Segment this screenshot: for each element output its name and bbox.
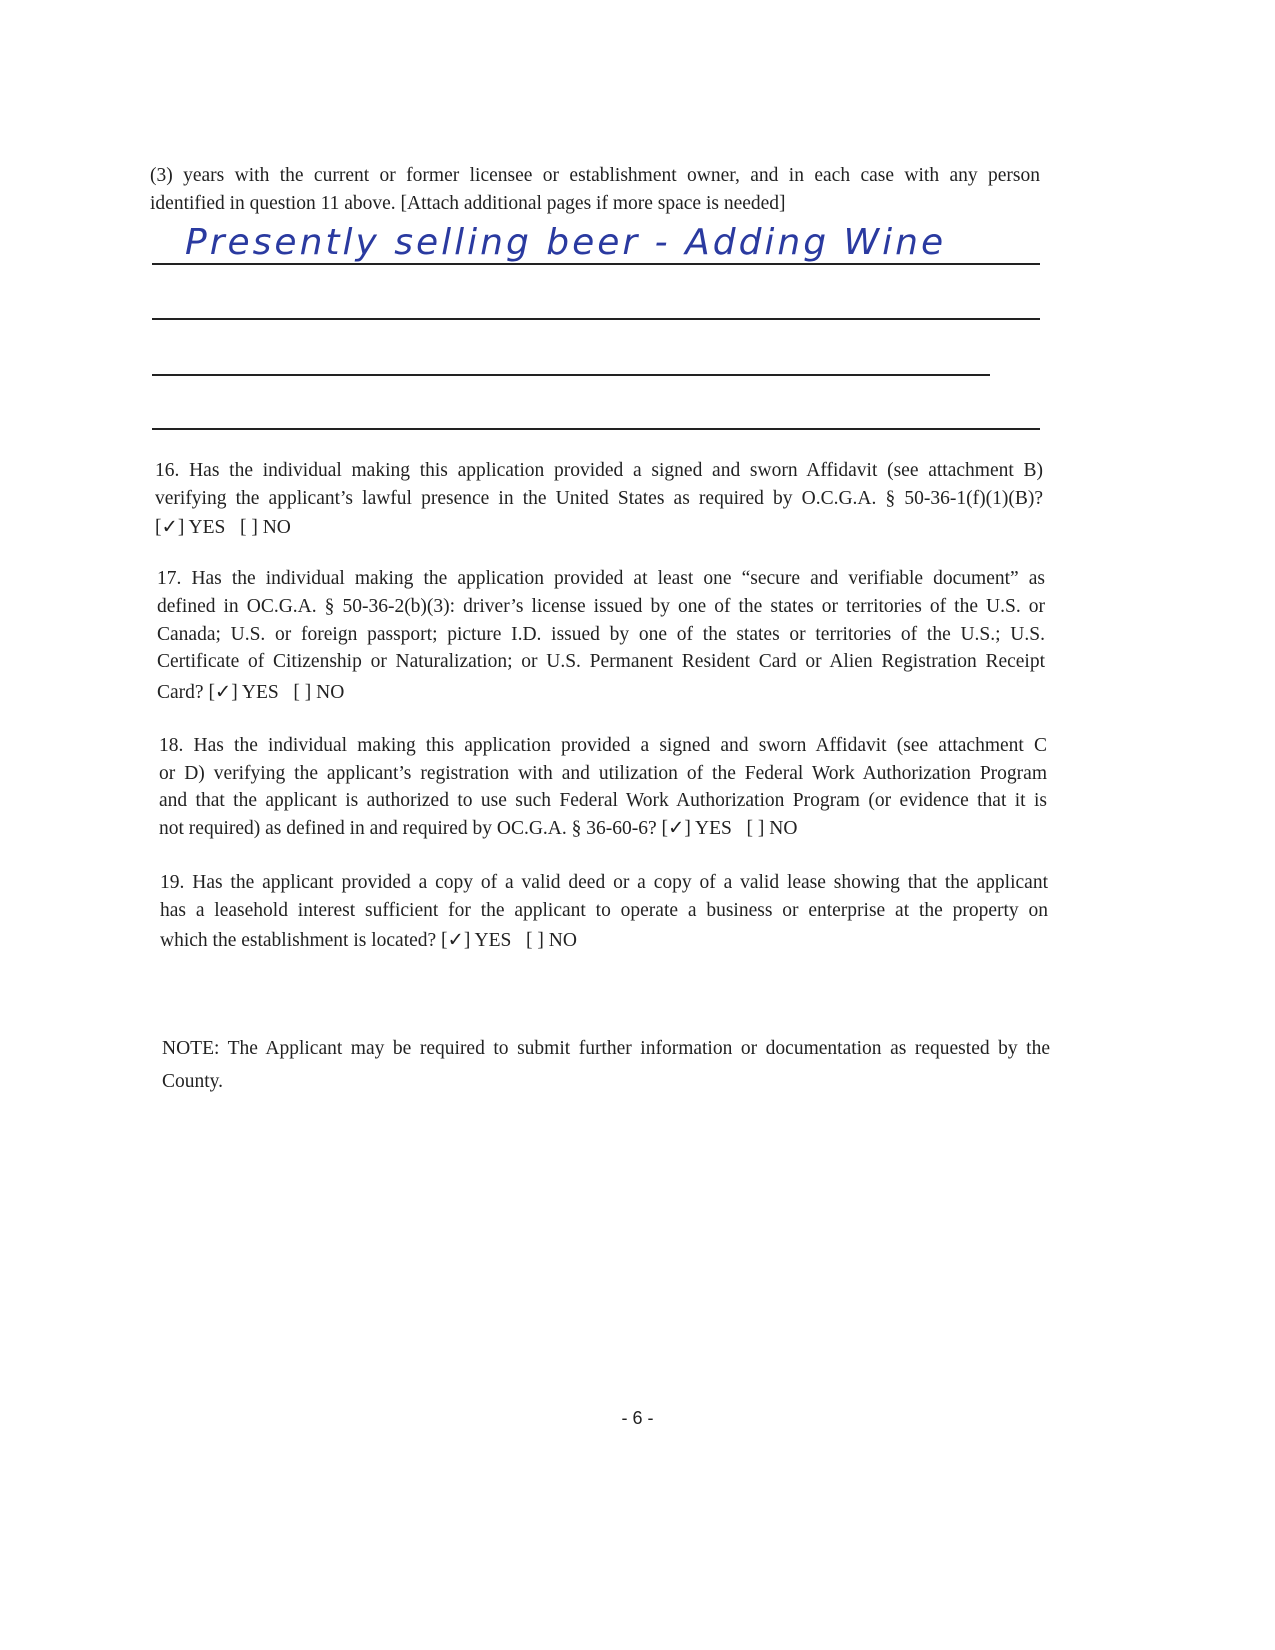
handwritten-answer: Presently selling beer - Adding Wine	[185, 222, 947, 263]
yes-checkbox[interactable]: [✓]	[155, 517, 185, 538]
no-label: NO	[316, 682, 345, 703]
answer-prefix: which the establishment is located?	[160, 930, 437, 951]
question-line: 18. Has the individual making this application provided a signed and sworn Affidavit (see attachment C	[159, 735, 1047, 756]
question-line: defined in OC.G.A. § 50-36-2(b)(3): driver’s license issued by one of the states or territories of the U.S. or	[157, 596, 1045, 617]
no-label: NO	[769, 818, 798, 839]
answer-prefix: not required) as defined in and required by OC.G.A. § 36-60-6?	[159, 818, 657, 839]
intro-line: identified in question 11 above. [Attach additional pages if more space is needed]	[150, 193, 786, 214]
yes-label: YES	[241, 682, 279, 703]
no-checkbox[interactable]: [ ]	[526, 930, 544, 951]
question-line: has a leasehold interest sufficient for the applicant to operate a business or enterprise at the property on	[160, 900, 1048, 921]
question-line: 17. Has the individual making the application provided at least one “secure and verifiable document” as	[157, 568, 1045, 589]
yes-label: YES	[474, 930, 512, 951]
question-line: Canada; U.S. or foreign passport; picture I.D. issued by one of the states or territories of the U.S.; U.S.	[157, 624, 1045, 645]
answer-line	[152, 428, 1040, 430]
yes-label: YES	[695, 818, 732, 839]
answer-row	[159, 817, 797, 841]
yes-label: YES	[188, 517, 226, 538]
answer-prefix: Card?	[157, 682, 204, 703]
no-label: NO	[262, 517, 291, 538]
yes-checkbox[interactable]: [✓]	[441, 930, 471, 951]
question-line: 19. Has the applicant provided a copy of a valid deed or a copy of a valid lease showing that the applicant	[160, 872, 1048, 893]
answer-line	[152, 318, 1040, 320]
question-line: verifying the applicant’s lawful presence in the United States as required by O.C.G.A. § 50-36-1(f)(1)(B)?	[155, 488, 1043, 509]
page-number: - 6 -	[621, 1408, 654, 1428]
answer-line	[152, 263, 1040, 265]
question-line: 16. Has the individual making this application provided a signed and sworn Affidavit (see attachment B)	[155, 460, 1043, 481]
no-label: NO	[548, 930, 577, 951]
no-checkbox[interactable]: [ ]	[746, 818, 765, 839]
question-line: Certificate of Citizenship or Naturalization; or U.S. Permanent Resident Card or Alien Registration Receipt	[157, 651, 1045, 672]
answer-row	[160, 929, 577, 953]
note-line: NOTE: The Applicant may be required to submit further information or documentation as requested by the	[162, 1038, 1050, 1059]
no-checkbox[interactable]: [ ]	[239, 517, 258, 538]
answer-row	[157, 681, 344, 705]
yes-checkbox[interactable]: [✓]	[661, 818, 691, 839]
yes-checkbox[interactable]: [✓]	[208, 682, 238, 703]
question-line: or D) verifying the applicant’s registration with and utilization of the Federal Work Authorization Program	[159, 763, 1047, 784]
answer-row	[155, 516, 291, 540]
note-line: County.	[162, 1071, 224, 1092]
question-line: and that the applicant is authorized to use such Federal Work Authorization Program (or evidence that it is	[159, 790, 1047, 811]
answer-line	[152, 374, 990, 376]
intro-line: (3) years with the current or former licensee or establishment owner, and in each case with any person	[150, 165, 1040, 186]
no-checkbox[interactable]: [ ]	[293, 682, 312, 703]
